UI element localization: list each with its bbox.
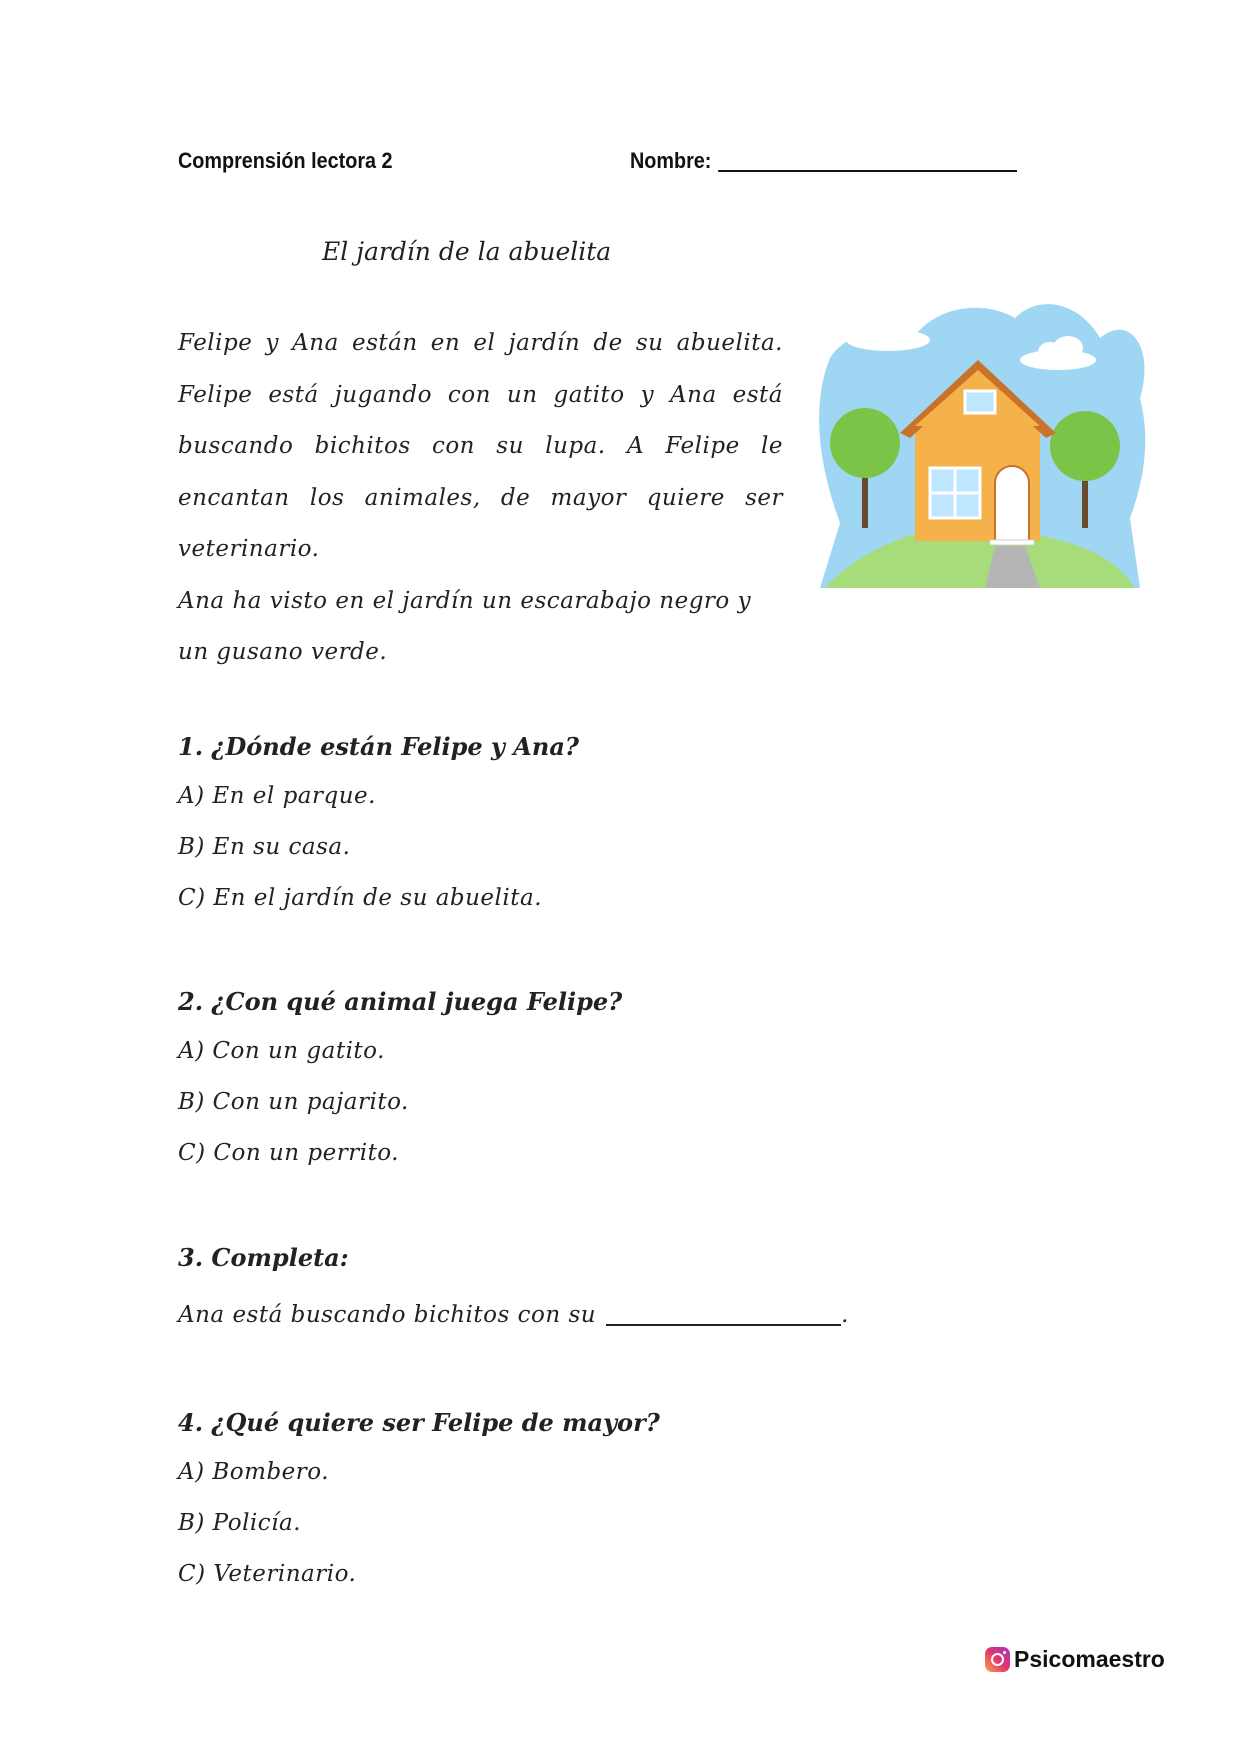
question-2-option-c[interactable]: C) Con un perrito. (178, 1140, 400, 1166)
instagram-icon (985, 1647, 1010, 1672)
story-paragraph-1: Felipe y Ana están en el jardín de su abuelita. Felipe está jugando con un gatito y Ana está buscando bichitos con su lupa. A Felipe le encantan los animales, de mayor quiere ser veterinario. (178, 330, 783, 562)
worksheet-label: Comprensión lectora 2 (178, 148, 393, 173)
question-2-option-a[interactable]: A) Con un gatito. (178, 1038, 385, 1064)
name-label: Nombre: (630, 148, 712, 173)
house-illustration (800, 288, 1150, 588)
question-3-title: 3. Completa: (178, 1243, 349, 1272)
question-4-option-a[interactable]: A) Bombero. (178, 1459, 330, 1485)
question-3-answer-blank[interactable] (606, 1306, 841, 1326)
question-1-option-a[interactable]: A) En el parque. (178, 783, 376, 809)
question-4-title: 4. ¿Qué quiere ser Felipe de mayor? (178, 1408, 660, 1437)
question-1-option-b[interactable]: B) En su casa. (178, 834, 351, 860)
brand (985, 1646, 1165, 1673)
cloud-left (846, 315, 930, 351)
question-4-option-b[interactable]: B) Policía. (178, 1510, 302, 1536)
question-3-sentence-text: Ana está buscando bichitos con su (178, 1302, 597, 1328)
door (995, 466, 1029, 541)
name-line[interactable] (719, 150, 1018, 172)
attic-window (965, 391, 995, 413)
name-field (630, 148, 1017, 174)
question-3-sentence (178, 1302, 849, 1328)
question-1-option-c[interactable]: C) En el jardín de su abuelita. (178, 885, 543, 911)
question-2-option-b[interactable]: B) Con un pajarito. (178, 1089, 409, 1115)
brand-name: Psicomaestro (1014, 1646, 1165, 1672)
story-title: El jardín de la abuelita (322, 237, 612, 266)
question-1-title: 1. ¿Dónde están Felipe y Ana? (178, 732, 579, 761)
question-2-title: 2. ¿Con qué animal juega Felipe? (178, 987, 623, 1016)
story-text (178, 318, 783, 679)
question-4-option-c[interactable]: C) Veterinario. (178, 1561, 357, 1587)
question-3-end: . (841, 1302, 849, 1328)
story-paragraph-2: Ana ha visto en el jardín un escarabajo negro y un gusano verde. (178, 587, 752, 665)
